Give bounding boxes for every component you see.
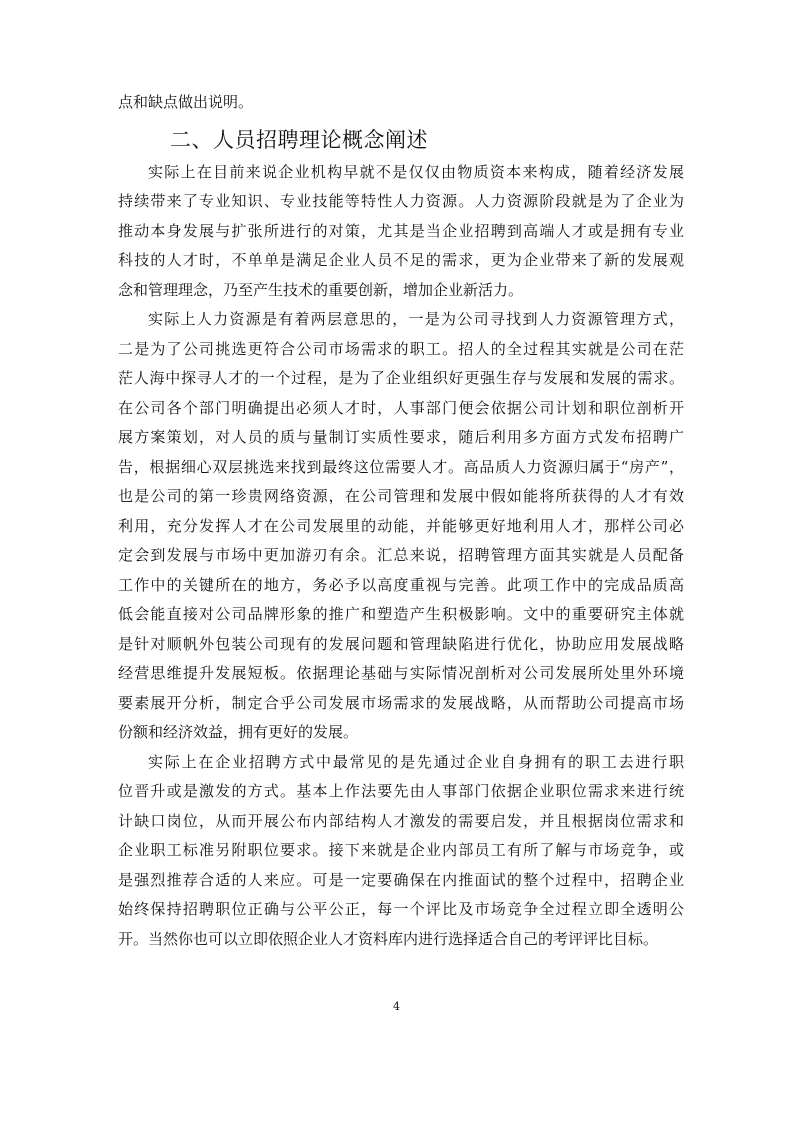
- paragraph-line: 定会到发展与市场中更加游刃有余。汇总来说，招聘管理方面其实就是人员配备: [118, 546, 684, 564]
- paragraph-line: 念和管理理念，乃至产生技术的重要创新，增加企业新活力。: [118, 280, 524, 299]
- intro-line: 点和缺点做出说明。: [118, 93, 254, 111]
- paragraph-line: 是强烈推荐合适的人来应。可是一定要确保在内推面试的整个过程中，招聘企业: [118, 870, 684, 889]
- paragraph-line: 实际上人力资源是有着两层意思的，一是为公司寻找到人力资源管理方式，: [148, 310, 684, 328]
- document-body: [118, 88, 684, 954]
- paragraph-line: 持续带来了专业知识、专业技能等特性人力资源。人力资源阶段就是为了企业为: [118, 192, 684, 210]
- paragraph-line: 经营思维提升发展短板。依据理论基础与实际情况剖析对公司发展所处里外环境: [118, 664, 684, 682]
- paragraph-line: 位晋升或是激发的方式。基本上作法要先由人事部门依据企业职位需求来进行统: [118, 782, 684, 800]
- paragraph-line: 茫人海中探寻人才的一个过程，是为了企业组织好更强生存与发展和发展的需求。: [118, 369, 684, 387]
- paragraph-1: [118, 158, 684, 306]
- paragraph-line: 工作中的关键所在的地方，务必予以高度重视与完善。此项工作中的完成品质高: [118, 575, 684, 594]
- paragraph-line: 始终保持招聘职位正确与公平公正，每一个评比及市场竞争全过程立即全透明公: [118, 900, 684, 918]
- page-number: 4: [393, 1000, 400, 1013]
- paragraph-line: 也是公司的第一珍贵网络资源，在公司管理和发展中假如能将所获得的人才有效: [118, 487, 684, 505]
- paragraph-line: 低会能直接对公司品牌形象的推广和塑造产生积极影响。文中的重要研究主体就: [118, 605, 684, 623]
- paragraph-2: [118, 305, 684, 748]
- paragraph-line: 展方案策划，对人员的质与量制订实质性要求，随后利用多方面方式发布招聘广: [118, 428, 684, 446]
- paragraph-line: 计缺口岗位，从而开展公布内部结构人才激发的需要启发，并且根据岗位需求和: [118, 811, 684, 830]
- section-heading: 二、人员招聘理论概念阐述: [170, 127, 428, 152]
- paragraph-line: 要素展开分析，制定合乎公司发展市场需求的发展战略，从而帮助公司提高市场: [118, 693, 684, 712]
- paragraph-line: 开。当然你也可以立即依照企业人才资料库内进行选择适合自己的考评评比目标。: [118, 929, 659, 948]
- paragraph-line: 利用，充分发挥人才在公司发展里的动能，并能够更好地利用人才，那样公司必: [118, 516, 684, 535]
- paragraph-line: 实际上在目前来说企业机构早就不是仅仅由物质资本来构成，随着经济发展: [148, 162, 684, 181]
- paragraph-line: 推动本身发展与扩张所进行的对策，尤其是当企业招聘到高端人才或是拥有专业: [118, 221, 684, 240]
- paragraph-line: 告，根据细心双层挑选来找到最终这位需要人才。高品质人力资源归属于“房产”，: [118, 457, 684, 476]
- paragraph-line: 是针对顺帆外包装公司现有的发展问题和管理缺陷进行优化，协助应用发展战略: [118, 634, 684, 653]
- paragraph-3: [118, 748, 684, 955]
- paragraph-line: 在公司各个部门明确提出必须人才时，人事部门便会依据公司计划和职位剖析开: [118, 398, 684, 417]
- paragraph-line: 企业职工标准另附职位要求。接下来就是企业内部员工有所了解与市场竞争，或: [118, 841, 684, 859]
- paragraph-line: 实际上在企业招聘方式中最常见的是先通过企业自身拥有的职工去进行职: [148, 752, 684, 771]
- paragraph-line: 二是为了公司挑选更符合公司市场需求的职工。招人的全过程其实就是公司在茫: [118, 339, 684, 358]
- paragraph-line: 科技的人才时，不单单是满足企业人员不足的需求，更为企业带来了新的发展观: [118, 251, 684, 269]
- paragraph-line: 份额和经济效益，拥有更好的发展。: [118, 723, 359, 741]
